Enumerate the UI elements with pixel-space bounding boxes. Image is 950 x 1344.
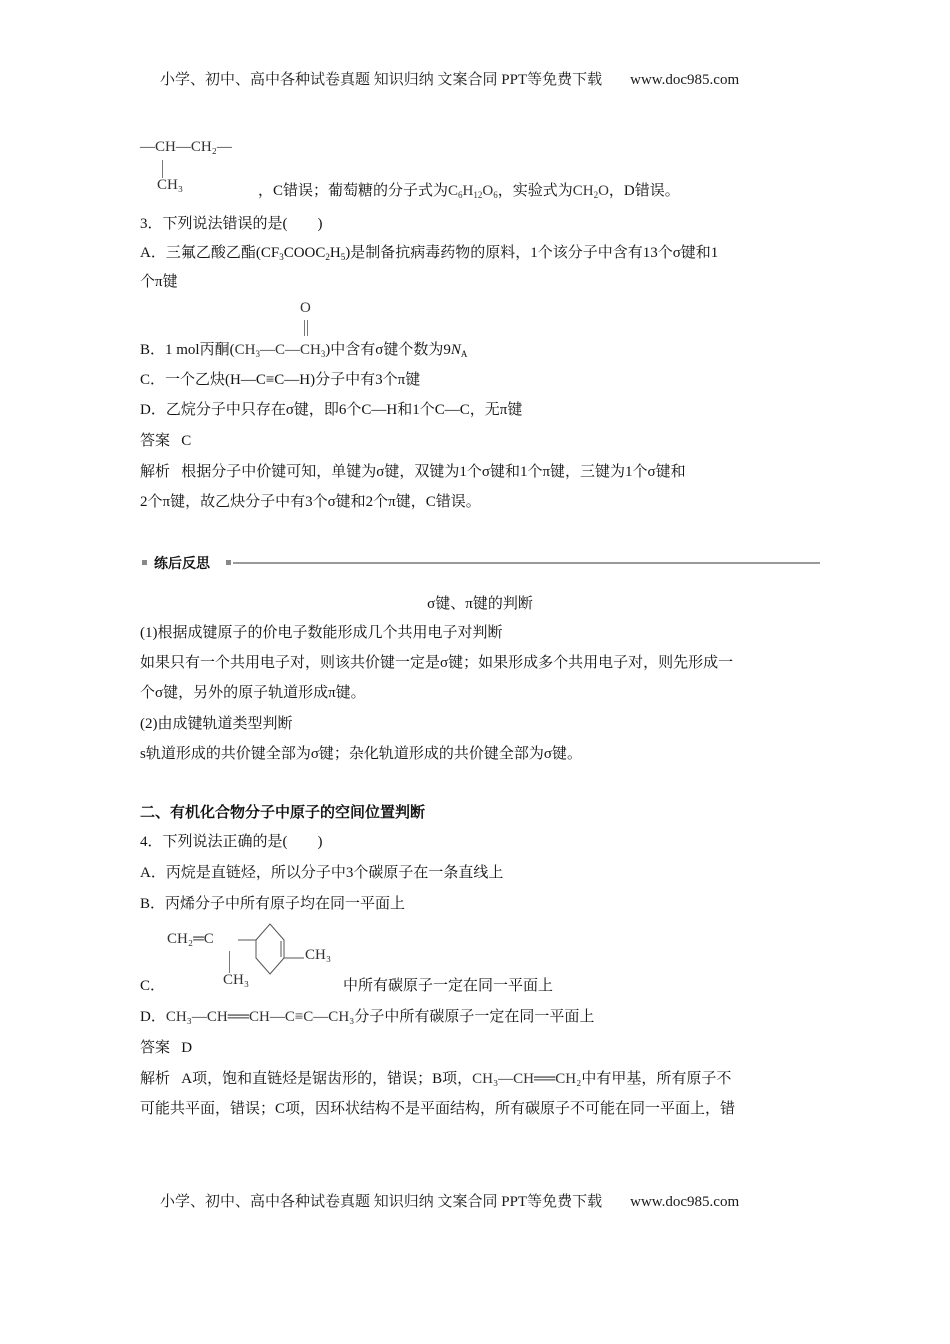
q4-option-b: B．丙烯分子中所有原子均在同一平面上	[140, 896, 406, 912]
limonene-vinyl: CH₂═C	[167, 931, 214, 947]
footer-text: 小学、初中、高中各种试卷真题 知识归纳 文案合同 PPT等免费下载	[160, 1194, 603, 1210]
q4-option-a: A．丙烷是直链烃，所以分子中3个碳原子在一条直线上	[140, 865, 504, 881]
q3-option-a: A．三氟乙酸乙酯$(CF_3COOC_2H_5)$是制备抗病毒药物的原料，1个该分子中含有13个σ键和1	[140, 245, 719, 262]
analysis-label: 解析	[140, 1071, 171, 1087]
acetone-double-bond-b	[307, 320, 308, 336]
q4-option-d: D．CH₃—CH══CH—C≡C—CH₃分子中所有碳原子一定在同一平面上	[140, 1009, 595, 1025]
q3-option-a-cont: 个π键	[140, 274, 178, 290]
header-text: 小学、初中、高中各种试卷真题 知识归纳 文案合同 PPT等免费下载	[160, 72, 603, 88]
q3-option-c: C．一个乙炔(H—C≡C—H)分子中有3个π键	[140, 372, 421, 388]
square-bullet-icon	[226, 560, 231, 565]
reflection-p1-line1: 如果只有一个共用电子对，则该共价键一定是σ键；如果形成多个共用电子对，则先形成一	[140, 655, 734, 671]
reflection-title: 练后反思	[154, 555, 210, 571]
q4-answer	[140, 1038, 820, 1058]
reflection-p1-title: (1)根据成键原子的价电子数能形成几个共用电子对判断	[140, 625, 503, 641]
limonene-methyl-branch: CH₃	[223, 972, 250, 988]
section2-title: 二、有机化合物分子中原子的空间位置判断	[140, 804, 426, 821]
analysis-label: 解析	[140, 464, 171, 480]
reflection-p2-line1: s轨道形成的共价键全部为σ键；杂化轨道形成的共价键全部为σ键。	[140, 746, 583, 762]
structure-bond-vertical	[162, 160, 163, 178]
q3-analysis-line1: 解析 根据分子中价键可知，单键为σ键，双键为1个σ键和1个π键，三键为1个σ键和	[140, 464, 686, 480]
square-bullet-icon	[142, 560, 147, 565]
acetone-double-bond-a	[304, 320, 305, 336]
reflection-heading: σ键、π键的判断	[427, 596, 533, 612]
answer-value: C	[181, 433, 192, 449]
glucose-formula: $C_6H_{12}O_6$	[448, 183, 498, 200]
q4-stem: 4．下列说法正确的是( )	[140, 834, 323, 850]
top-fragment-text: ，C错误；葡萄糖的分子式为$C_6H_{12}O_6$，实验式为$CH_2O$，D错误。	[258, 183, 680, 200]
answer-label: 答案	[140, 433, 171, 449]
q4-analysis-line2: 可能共平面，错误；C项，因环状结构不是平面结构，所有碳原子不可能在同一平面上，错	[140, 1101, 736, 1117]
optD-formula: CH₃—CH══CH—C≡C—CH₃	[165, 1009, 355, 1025]
reflection-p1-line2: 个σ键，另外的原子轨道形成π键。	[140, 685, 366, 701]
acetone-formula: $CH_3—C—CH_3$	[234, 342, 326, 359]
reflection-section-header	[140, 553, 820, 573]
acetone-oxygen: O	[300, 300, 311, 316]
structure-chain: —CH—CH₂—	[140, 139, 232, 155]
q4-option-c-text: 中所有碳原子一定在同一平面上	[343, 978, 554, 994]
q3-option-d: D．乙烷分子中只存在σ键，即6个C—H和1个C—C，无π键	[140, 402, 523, 418]
q4-analysis-line1: 解析 A项，饱和直链烃是锯齿形的，错误；B项，CH₃—CH══CH₂中有甲基，所有原子不	[140, 1071, 732, 1087]
q3-stem: 3．下列说法错误的是( )	[140, 216, 323, 232]
q3-analysis-line2: 2个π键，故乙炔分子中有3个σ键和2个π键，C错误。	[140, 494, 481, 510]
section-rule	[233, 562, 820, 564]
answer-value: D	[181, 1040, 193, 1056]
q4-option-c-label: C．	[140, 978, 166, 994]
structure-branch: CH₃	[157, 177, 184, 193]
limonene-branch-bond	[229, 951, 230, 973]
header-url[interactable]: www.doc985.com	[630, 72, 740, 88]
q3-option-b: B．1 mol丙酮$(CH_3—C—CH_3)$中含有σ键个数为$9N_A$	[140, 342, 468, 359]
q3-answer	[140, 431, 820, 451]
page-header	[160, 68, 800, 89]
answer-label: 答案	[140, 1040, 171, 1056]
footer-url[interactable]: www.doc985.com	[630, 1194, 740, 1210]
limonene-ring-methyl: CH₃	[305, 947, 332, 963]
reflection-p2-title: (2)由成键轨道类型判断	[140, 716, 293, 732]
page-footer	[160, 1190, 800, 1211]
empirical-formula: $CH_2O$	[572, 183, 609, 200]
